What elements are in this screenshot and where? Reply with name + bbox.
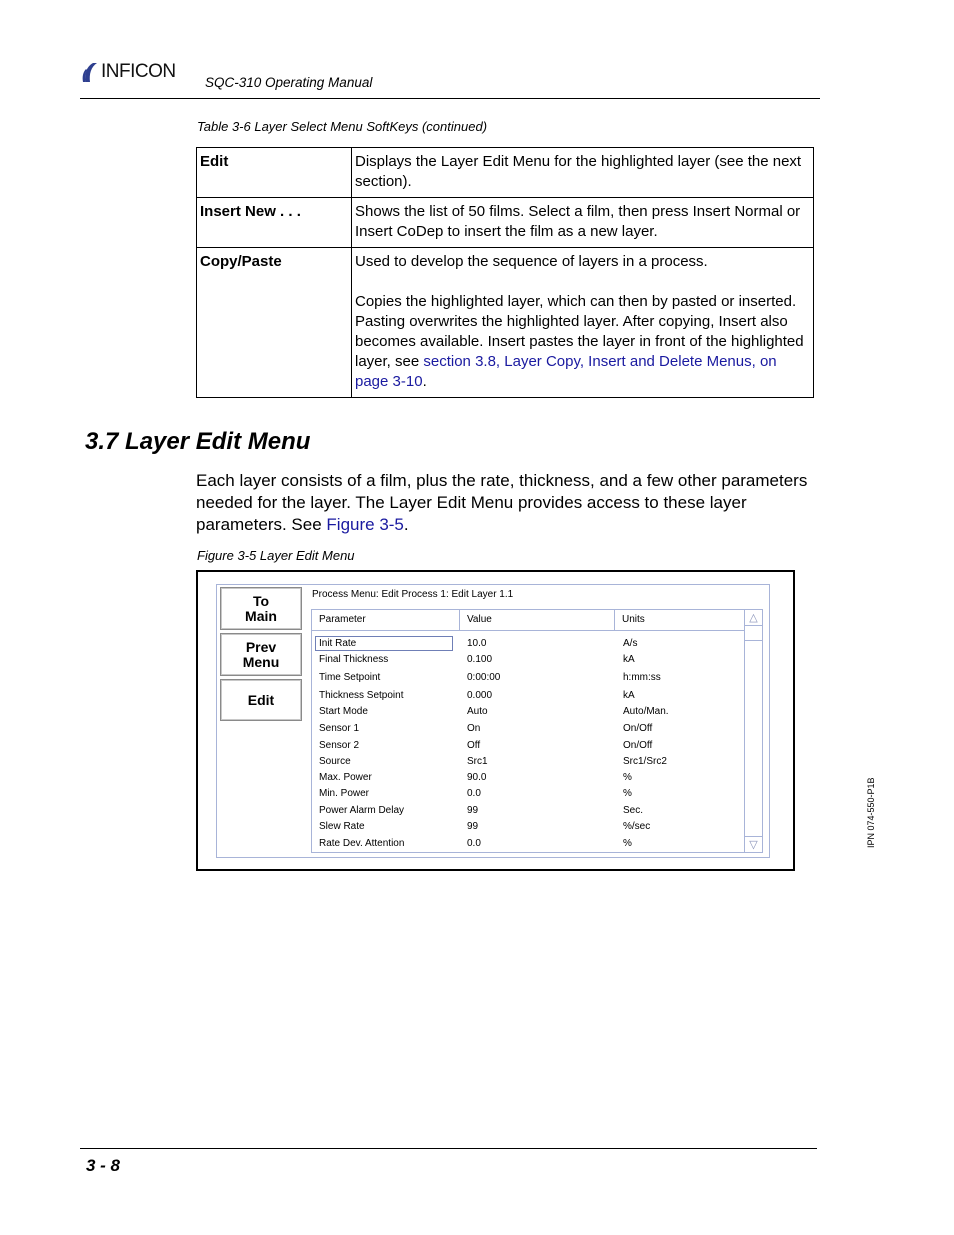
body-end: . <box>403 515 409 534</box>
grid-header <box>312 610 744 631</box>
table-row[interactable] <box>312 819 744 835</box>
parameter-cell: Sensor 1 <box>319 723 360 734</box>
units-cell: kA <box>623 690 635 701</box>
units-cell: % <box>623 772 632 783</box>
figure-caption: Figure 3-5 Layer Edit Menu <box>197 548 355 563</box>
parameter-cell: Thickness Setpoint <box>319 690 404 701</box>
table-row <box>197 198 814 248</box>
breadcrumb: Process Menu: Edit Process 1: Edit Layer 1.1 <box>312 589 514 600</box>
table-row <box>197 148 814 198</box>
table-row[interactable] <box>312 688 744 704</box>
softkeys-table <box>196 147 814 398</box>
value-cell: Auto <box>467 706 488 717</box>
manual-title: SQC-310 Operating Manual <box>205 75 373 90</box>
header-divider <box>80 98 820 99</box>
edit-softkey[interactable]: Edit <box>220 679 302 721</box>
table-row[interactable] <box>312 770 744 786</box>
units-cell: On/Off <box>623 723 653 734</box>
prev-menu-softkey[interactable]: Prev Menu <box>220 633 302 676</box>
units-cell: kA <box>623 654 635 665</box>
layer-edit-screen <box>216 584 770 858</box>
parameter-grid <box>311 609 763 853</box>
table-row[interactable] <box>312 704 744 720</box>
parameter-cell: Start Mode <box>319 706 368 717</box>
parameter-cell: Power Alarm Delay <box>319 805 405 816</box>
ipn-label: IPN 074-550-P1B <box>866 777 876 848</box>
section-heading: 3.7 Layer Edit Menu <box>85 428 311 455</box>
units-cell: Sec. <box>623 805 644 816</box>
value-cell: 0:00:00 <box>467 672 501 683</box>
value-cell: On <box>467 723 481 734</box>
value-cell: 0.0 <box>467 788 481 799</box>
section-3-8-link[interactable]: section 3.8, Layer Copy, Insert and Delete Menus, on page 3-10 <box>355 353 777 390</box>
table-row[interactable] <box>312 754 744 770</box>
table-row[interactable] <box>312 803 744 819</box>
table-row[interactable] <box>312 738 744 754</box>
inficon-logo <box>82 60 176 84</box>
table-row[interactable] <box>312 670 744 686</box>
description-paragraph: Used to develop the sequence of layers in a process. <box>355 253 708 270</box>
softkey-name: Copy/Paste <box>197 248 352 398</box>
units-cell: Src1/Src2 <box>623 756 667 767</box>
section-body <box>196 470 821 536</box>
inficon-logo-mark-icon <box>82 61 98 83</box>
parameter-cell: Sensor 2 <box>319 740 360 751</box>
scroll-up-icon[interactable]: △ <box>745 610 762 626</box>
page-number: 3 - 8 <box>86 1156 121 1175</box>
footer-divider <box>80 1148 817 1149</box>
table-row[interactable] <box>312 721 744 737</box>
units-cell: % <box>623 788 632 799</box>
softkey-name: Insert New . . . <box>197 198 352 248</box>
vertical-scrollbar[interactable] <box>744 610 762 852</box>
figure-frame <box>196 570 795 871</box>
units-cell: Auto/Man. <box>623 706 669 717</box>
table-row[interactable] <box>312 652 744 668</box>
to-main-softkey[interactable]: To Main <box>220 587 302 630</box>
value-cell: 10.0 <box>467 638 487 649</box>
logo-text: INFICON <box>101 61 176 82</box>
value-cell: 99 <box>467 805 479 816</box>
units-cell: % <box>623 838 632 849</box>
scroll-down-icon[interactable]: ▽ <box>745 836 762 852</box>
table-row[interactable] <box>312 836 744 852</box>
parameter-cell: Min. Power <box>319 788 370 799</box>
table-row[interactable] <box>312 786 744 802</box>
parameter-cell: Final Thickness <box>319 654 389 665</box>
parameter-cell: Source <box>319 756 351 767</box>
parameter-cell: Rate Dev. Attention <box>319 838 405 849</box>
softkey-description <box>352 248 814 398</box>
figure-3-5-link[interactable]: Figure 3-5 <box>326 515 404 534</box>
parameter-cell: Init Rate <box>319 638 357 649</box>
column-header-parameter: Parameter <box>319 614 366 625</box>
units-cell: On/Off <box>623 740 653 751</box>
value-cell: 99 <box>467 821 479 832</box>
parameter-cell: Time Setpoint <box>319 672 381 683</box>
value-cell: 0.0 <box>467 838 481 849</box>
description-paragraph <box>355 292 810 392</box>
units-cell: h:mm:ss <box>623 672 661 683</box>
value-cell: Off <box>467 740 481 751</box>
paragraph-end: . <box>422 373 427 390</box>
parameter-cell: Slew Rate <box>319 821 365 832</box>
column-header-units: Units <box>622 614 645 625</box>
value-cell: 0.100 <box>467 654 493 665</box>
column-header-value: Value <box>467 614 492 625</box>
value-cell: 0.000 <box>467 690 493 701</box>
softkey-name: Edit <box>197 148 352 198</box>
table-row[interactable] <box>312 636 744 652</box>
value-cell: Src1 <box>467 756 488 767</box>
units-cell: A/s <box>623 638 638 649</box>
table-caption: Table 3-6 Layer Select Menu SoftKeys (continued) <box>197 119 488 134</box>
body-text: Each layer consists of a film, plus the rate, thickness, and a few other parameters needed for the layer. The Layer Edit Menu provides access to these layer parameters. See <box>196 471 808 534</box>
table-row <box>197 248 814 398</box>
paragraph-text: Copies the highlighted layer, which can then by pasted or inserted. Pasting overwrites the highlighted layer. After copying, Insert also becomes available. Insert pastes the layer in front of the highlighted layer, see <box>355 293 804 370</box>
parameter-cell: Max. Power <box>319 772 372 783</box>
softkey-description: Displays the Layer Edit Menu for the highlighted layer (see the next section). <box>352 148 814 198</box>
units-cell: %/sec <box>623 821 651 832</box>
softkey-description: Shows the list of 50 films. Select a film, then press Insert Normal or Insert CoDep to insert the film as a new layer. <box>352 198 814 248</box>
value-cell: 90.0 <box>467 772 487 783</box>
